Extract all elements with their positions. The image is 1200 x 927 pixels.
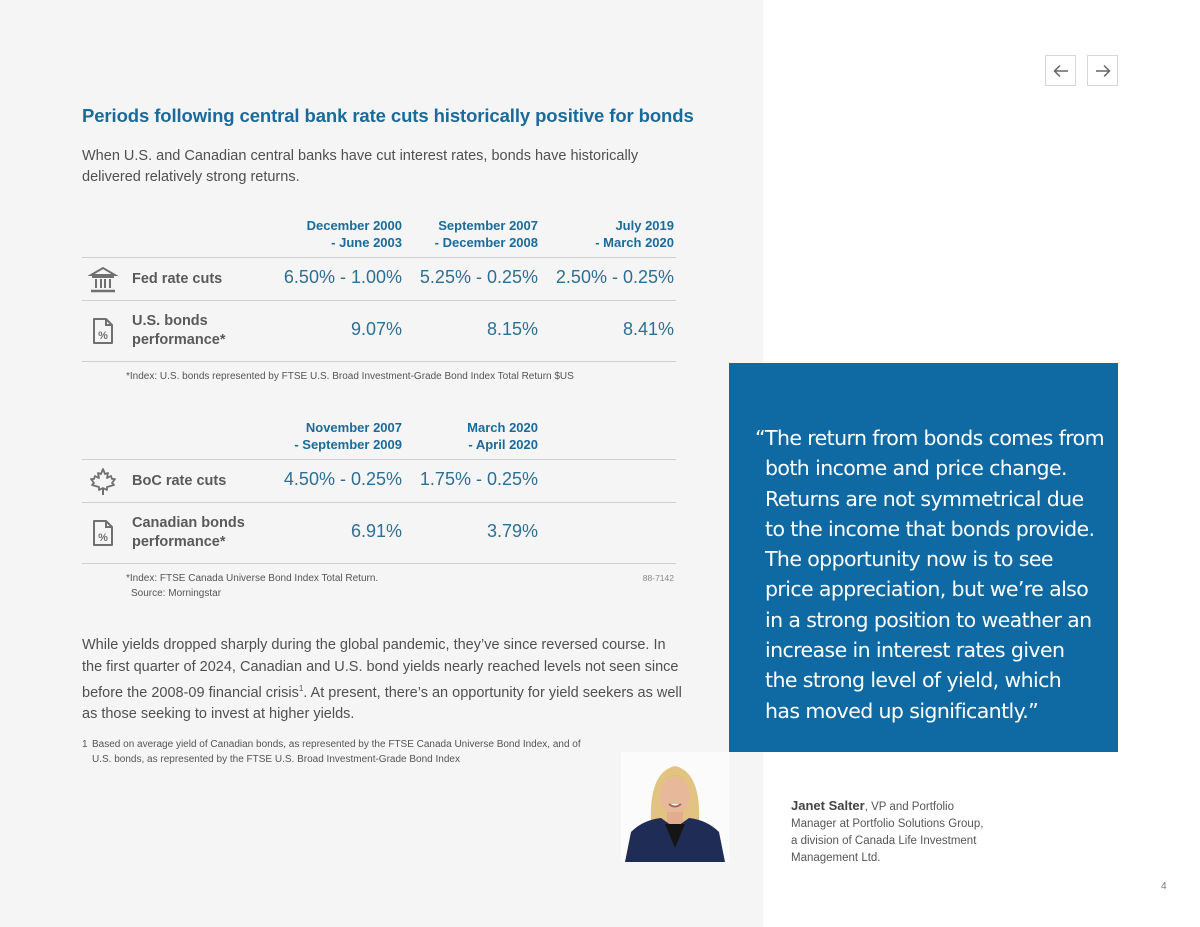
author-photo (621, 752, 729, 862)
row-label: Fed rate cuts (132, 271, 223, 287)
table-footnote: *Index: U.S. bonds represented by FTSE U.S. Broad Investment-Grade Bond Index Total Return $US (126, 371, 574, 382)
divider (82, 563, 676, 564)
column-header: July 2019 - March 2020 (595, 218, 674, 250)
pull-quote: “The return from bonds comes from both income and price change. Returns are not symmetrical due to the income that bonds provide. The opportunity now is to see price appreciation, but we’re also in a strong position to weather an increase in interest rates given the strong level of yield, which has moved up significantly.” (755, 426, 1104, 723)
rate-value: 2.50% - 0.25% (555, 267, 674, 287)
column-header: March 2020 - April 2020 (467, 420, 538, 452)
performance-value: 6.91% (350, 521, 402, 541)
footnote (82, 738, 582, 767)
intro-text: When U.S. and Canadian central banks have cut interest rates, bonds have historically delivered relatively strong returns. (82, 148, 639, 185)
row-label: U.S. bonds performance* (132, 313, 226, 348)
bank-building-icon (88, 265, 118, 295)
next-page-button[interactable] (1087, 55, 1118, 86)
rate-value: 5.25% - 0.25% (419, 267, 538, 287)
percent-document-icon (88, 316, 118, 346)
arrow-right-icon (1095, 64, 1111, 78)
page-number: 4 (1161, 881, 1167, 892)
column-header: December 2000 - June 2003 (306, 218, 402, 250)
author-caption (791, 797, 991, 867)
row-label: Canadian bonds performance* (132, 515, 245, 550)
document-code: 88-7142 (642, 573, 674, 583)
table-row-canadian-bonds-performance (82, 503, 676, 563)
performance-value: 9.07% (350, 319, 402, 339)
performance-value: 3.79% (486, 521, 538, 541)
footnote-number: 1 (82, 739, 88, 750)
column-header: November 2007 - September 2009 (294, 420, 402, 452)
portrait-image (621, 752, 729, 862)
performance-value: 8.15% (486, 319, 538, 339)
body-paragraph: While yields dropped sharply during the global pandemic, they’ve since reversed course. In the first quarter of 2024, Canadian and U.S. bond yields nearly reached levels not seen since before the 2008-09 financial crisis$^1$. At present, there’s an opportunity for yield seekers as well as those seeking to invest at higher yields. (82, 637, 682, 723)
author-name: Janet Salter (791, 798, 865, 813)
percent-document-icon (88, 518, 118, 548)
arrow-left-icon (1053, 64, 1069, 78)
svg-text:%: % (98, 330, 108, 342)
row-label: BoC rate cuts (132, 473, 227, 489)
author-title: , VP and Portfolio Manager at Portfolio Solutions Group, a division of Canada Life Investment Management Ltd. (791, 801, 984, 864)
footnote-text: Based on average yield of Canadian bonds, as represented by the FTSE Canada Universe Bond Index, and of U.S. bonds, as represented by the FTSE U.S. Broad Investment-Grade Bond Index (92, 739, 581, 765)
rate-value: 4.50% - 0.25% (283, 469, 402, 489)
pull-quote-box (729, 363, 1118, 752)
rate-value: 1.75% - 0.25% (419, 469, 538, 489)
table-row-boc-rate-cuts (82, 460, 676, 502)
previous-page-button[interactable] (1045, 55, 1076, 86)
rate-value: 6.50% - 1.00% (283, 267, 402, 287)
table-header (82, 419, 676, 459)
divider (82, 361, 676, 362)
table-row-fed-rate-cuts (82, 258, 676, 300)
svg-text:%: % (98, 532, 108, 544)
table-header (82, 217, 676, 257)
performance-value: 8.41% (622, 319, 674, 339)
table-row-us-bonds-performance (82, 301, 676, 361)
column-header: September 2007 - December 2008 (434, 218, 538, 250)
section-heading: Periods following central bank rate cuts historically positive for bonds (82, 105, 694, 126)
footnote-ref: 1 (298, 684, 304, 693)
us-rate-cuts-table (82, 217, 676, 384)
table-footnote: *Index: FTSE Canada Universe Bond Index Total Return. Source: Morningstar 88-7142 (126, 573, 674, 599)
maple-leaf-icon (88, 467, 118, 497)
canada-rate-cuts-table (82, 419, 676, 601)
